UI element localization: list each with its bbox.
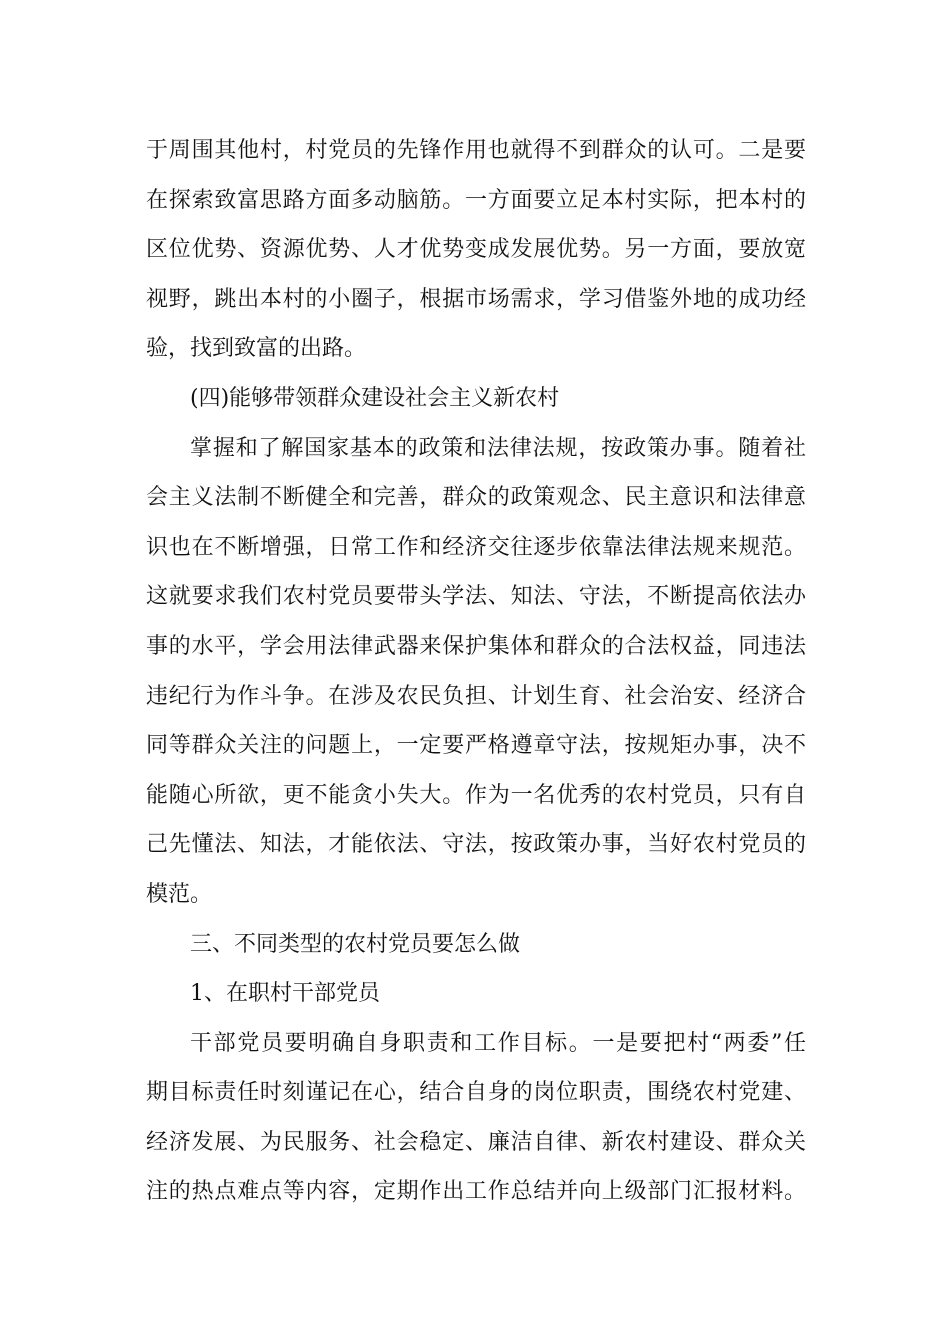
text-line: 能随心所欲，更不能贪小失大。作为一名优秀的农村党员，只有自	[146, 782, 806, 808]
text-line: 识也在不断增强，日常工作和经济交往逐步依靠法律法规来规范。	[146, 534, 806, 560]
text-line: 会主义法制不断健全和完善，群众的政策观念、民主意识和法律意	[146, 485, 806, 511]
text-line: 同等群众关注的问题上，一定要严格遵章守法，按规矩办事，决不	[146, 733, 806, 759]
text-line: 己先懂法、知法，才能依法、守法，按政策办事，当好农村党员的	[146, 832, 806, 858]
text-line: 掌握和了解国家基本的政策和法律法规，按政策办事。随着社	[190, 435, 806, 461]
text-line: 验，找到致富的出路。	[146, 336, 367, 362]
text-line: 注的热点难点等内容，定期作出工作总结并向上级部门汇报材料。	[146, 1179, 806, 1205]
subsection-heading: 1、在职村干部党员	[190, 981, 380, 1007]
section-heading: 三、不同类型的农村党员要怎么做	[190, 931, 521, 957]
text-line: 期目标责任时刻谨记在心，结合自身的岗位职责，围绕农村党建、	[146, 1080, 806, 1106]
text-line: 经济发展、为民服务、社会稳定、廉洁自律、新农村建设、群众关	[146, 1129, 806, 1155]
text-line: 区位优势、资源优势、人才优势变成发展优势。另一方面，要放宽	[146, 237, 806, 263]
text-line: 干部党员要明确自身职责和工作目标。一是要把村“两委”任	[190, 1030, 806, 1056]
text-line: 在探索致富思路方面多动脑筋。一方面要立足本村实际，把本村的	[146, 187, 806, 213]
text-line: 事的水平，学会用法律武器来保护集体和群众的合法权益，同违法	[146, 633, 806, 659]
section-heading: (四)能够带领群众建设社会主义新农村	[190, 385, 560, 411]
text-line: 视野，跳出本村的小圈子，根据市场需求，学习借鉴外地的成功经	[146, 286, 806, 312]
text-line: 模范。	[146, 881, 213, 907]
text-line: 违纪行为作斗争。在涉及农民负担、计划生育、社会治安、经济合	[146, 683, 806, 709]
text-line: 于周围其他村，村党员的先锋作用也就得不到群众的认可。二是要	[146, 138, 806, 163]
text-line: 这就要求我们农村党员要带头学法、知法、守法，不断提高依法办	[146, 584, 806, 610]
document-page	[146, 126, 806, 1217]
